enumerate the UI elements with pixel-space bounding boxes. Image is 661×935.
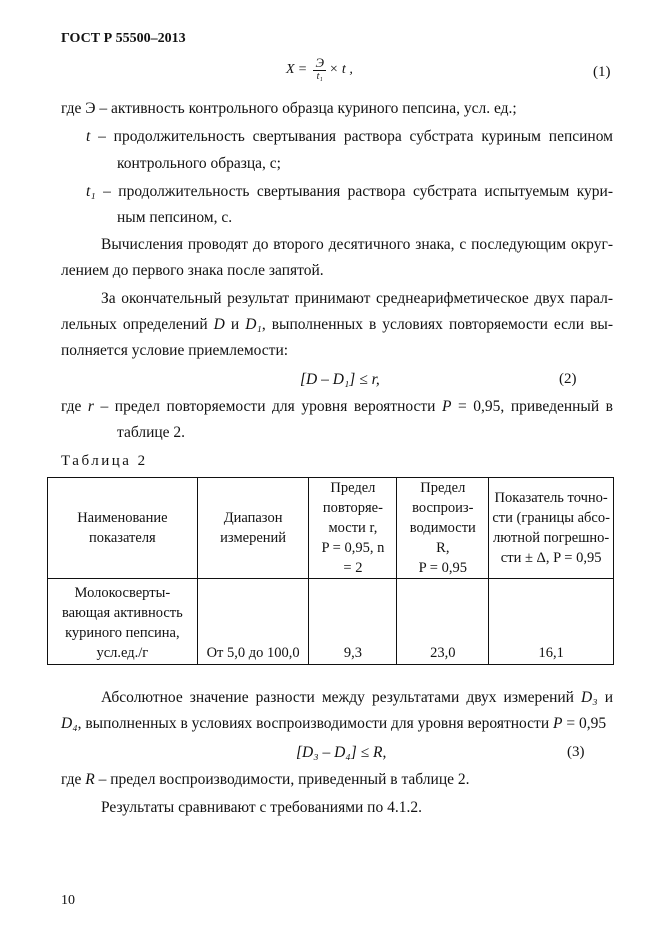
definition-t-line1 (86, 128, 613, 146)
formula-1-lhs: X (286, 61, 295, 77)
para4-text-c: , выполненных в условиях воспроизводимости для уровня вероятности (77, 715, 554, 732)
header-line: водимости (409, 520, 476, 536)
paragraph-comparison: Результаты сравнивают с требованиями по 4.1.2. (101, 799, 422, 816)
formula-3-number: (3) (567, 744, 585, 760)
page-number: 10 (61, 893, 75, 908)
para4-text-d: = 0,95 (562, 715, 607, 732)
document-header: ГОСТ Р 55500–2013 (61, 31, 186, 46)
header-line: P = 0,95 (418, 560, 467, 576)
cell-range: От 5,0 до 100,0 (197, 579, 309, 665)
header-line: Показатель точно- (494, 490, 608, 506)
paragraph-final-result-line1: За окончательный результат принимают среднеарифметическое двух парал- (101, 290, 613, 307)
header-accuracy (489, 478, 614, 579)
header-line: = 2 (343, 560, 363, 576)
header-repeatability-limit (309, 478, 397, 579)
header-line: мости r, (328, 520, 378, 536)
paragraph-absolute-difference-line1 (101, 689, 613, 707)
paragraph-reproducibility (61, 771, 470, 789)
header-indicator-name (48, 478, 198, 579)
paragraph-final-result-text-b: , выполненных в условиях повторяемости если вы- (261, 316, 613, 333)
formula-1-fraction (313, 56, 326, 83)
header-line: измерений (220, 530, 287, 546)
paragraph-rounding-line2: лением до первого знака после запятой. (61, 262, 324, 279)
definition-t1-line2: ным пепсином, с. (117, 209, 233, 226)
para3-lead: где (61, 398, 88, 415)
cell-line: Молокосверты- (74, 585, 171, 601)
table-row (48, 579, 614, 665)
header-line: Диапазон (223, 510, 283, 526)
header-line: воспроиз- (412, 500, 474, 516)
cell-line: куриного пепсина, (65, 625, 180, 641)
symbol-r: r (87, 398, 94, 415)
header-reproducibility-limit (397, 478, 489, 579)
para3-rest: = 0,95, приведенный в (451, 398, 613, 415)
cell-reproducibility: 23,0 (397, 579, 489, 665)
table-title: Таблица 2 (61, 453, 148, 469)
paragraph-repeatability-line1 (61, 398, 613, 416)
definition-t1-symbol: t₁ (86, 183, 96, 200)
paragraph-absolute-difference-line2 (61, 715, 606, 733)
definition-e (61, 100, 517, 118)
header-line: лютной погрешно- (492, 530, 610, 546)
paragraph-repeatability-line2: таблице 2. (117, 424, 186, 441)
symbol-p: P (442, 398, 452, 415)
header-line: сти ± Δ, P = 0,95 (500, 550, 602, 566)
cell-line: вающая активность (61, 605, 183, 621)
paragraph-rounding-line1: Вычисления проводят до второго десятичного знака, с последующим округ- (101, 236, 613, 253)
para5-rest: – предел воспроизводимости, приведенный в таблице 2. (94, 771, 470, 788)
table-header-row (48, 478, 614, 579)
header-line: повторяе- (322, 500, 383, 516)
cell-repeatability: 9,3 (309, 579, 397, 665)
formula-1 (286, 56, 353, 83)
header-line: сти (границы абсо- (492, 510, 610, 526)
cell-accuracy: 16,1 (489, 579, 614, 665)
formula-1-number: (1) (593, 64, 611, 80)
symbol-r-upper: R (85, 771, 95, 788)
table-2 (47, 477, 614, 665)
paragraph-final-result-line2 (61, 316, 613, 334)
para3-mid: – предел повторяемости для уровня вероятности (93, 398, 442, 415)
header-line: P = 0,95, n (321, 540, 385, 556)
formula-1-numerator: Э (315, 55, 324, 70)
cell-line: усл.ед./г (96, 645, 149, 661)
symbol-d1: D₁ (245, 316, 262, 333)
symbol-d4: D₄ (61, 715, 78, 732)
header-line: R, (436, 540, 450, 556)
formula-2-number: (2) (559, 371, 577, 387)
formula-2: [D – D₁] ≤ r, (300, 371, 380, 388)
definition-t-symbol: t (86, 128, 91, 145)
para4-text-b: и (597, 689, 613, 706)
definition-t-line2: контрольного образца, с; (117, 155, 281, 172)
definition-e-symbol: Э (85, 100, 96, 117)
symbol-d3: D₃ (581, 689, 598, 706)
formula-1-eq: = (298, 61, 307, 77)
definition-t1-line1 (86, 183, 613, 201)
definition-lead: где (61, 100, 82, 117)
paragraph-final-result-text-a: лельных определений (61, 316, 214, 333)
formula-1-rest: × t , (328, 61, 353, 77)
cell-indicator-name (48, 579, 198, 665)
paragraph-final-result-and: и (224, 316, 246, 333)
definition-e-text: – активность контрольного образца куриного пепсина, усл. ед.; (99, 100, 517, 117)
para5-lead: где (61, 771, 86, 788)
header-line: Предел (330, 480, 376, 496)
formula-3: [D₃ – D₄] ≤ R, (296, 744, 387, 761)
symbol-d: D (213, 316, 225, 333)
formula-1-denominator: t₁ (316, 71, 323, 82)
header-line: Предел (420, 480, 466, 496)
definition-t-text: – продолжительность свертывания раствора субстрата куриным пепсином (98, 128, 613, 145)
header-measurement-range (197, 478, 309, 579)
header-line: показателя (88, 530, 156, 546)
definition-t1-text: – продолжительность свертывания раствора субстрата испытуемым кури- (103, 183, 614, 200)
paragraph-final-result-line3: полняется условие приемлемости: (61, 342, 289, 359)
header-line: Наименование (77, 510, 168, 526)
symbol-p-2: P (553, 715, 563, 732)
para4-text-a: Абсолютное значение разности между результатами двух измерений (101, 689, 582, 706)
